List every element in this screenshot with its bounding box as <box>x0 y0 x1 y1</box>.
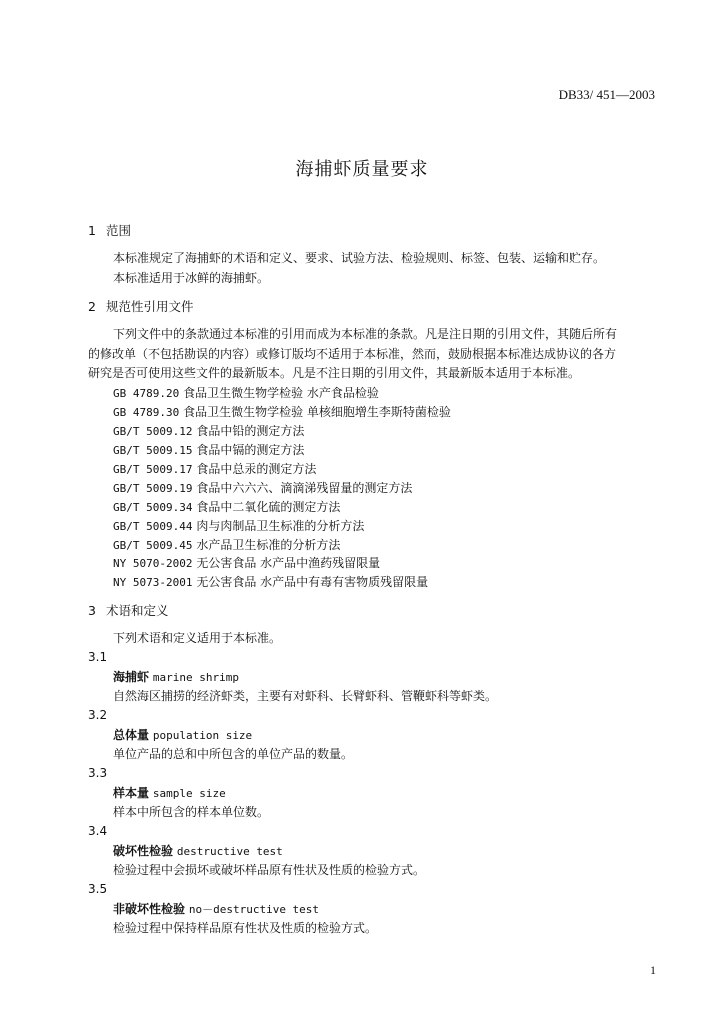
term-heading <box>113 902 319 917</box>
term-definition: 样本中所包含的样本单位数。 <box>113 805 270 819</box>
reference-item <box>113 424 304 439</box>
term-definition: 自然海区捕捞的经济虾类，主要有对虾科、长臂虾科、管鞭虾科等虾类。 <box>113 689 498 703</box>
term-zh: 样本量 <box>113 786 150 800</box>
reference-item <box>113 386 379 401</box>
reference-item <box>113 538 340 553</box>
term-zh: 海捕虾 <box>113 670 150 684</box>
reference-item <box>113 462 316 477</box>
reference-item <box>113 443 304 458</box>
reference-title: 水产品卫生标准的分析方法 <box>196 538 341 552</box>
reference-item <box>113 575 428 590</box>
term-en: population size <box>152 729 253 742</box>
term-number: 3.5 <box>88 882 108 896</box>
term-en: destructive test <box>176 845 283 858</box>
reference-code: GB 4789.20 <box>113 387 180 400</box>
reference-code: GB/T 5009.17 <box>113 463 193 476</box>
term-definition: 检验过程中保持样品原有性状及性质的检验方式。 <box>113 921 378 935</box>
reference-code: NY 5070-2002 <box>113 557 193 570</box>
document-title: 海捕虾质量要求 <box>295 159 429 180</box>
term-en: marine shrimp <box>152 671 239 684</box>
paragraph-line: 的修改单（不包括勘误的内容）或修订版均不适用于本标准，然而，鼓励根据本标准达成协议的各方 <box>88 347 617 361</box>
reference-code: GB 4789.30 <box>113 406 180 419</box>
term-number: 3.1 <box>88 650 108 664</box>
page-number: 1 <box>650 963 656 977</box>
section-title: 术语和定义 <box>106 603 169 618</box>
reference-title: 无公害食品 水产品中有毒有害物质残留限量 <box>196 575 429 589</box>
reference-code: GB/T 5009.15 <box>113 444 193 457</box>
reference-title: 食品卫生微生物学检验 水产食品检验 <box>183 386 379 400</box>
reference-code: GB/T 5009.19 <box>113 482 193 495</box>
reference-title: 食品中总汞的测定方法 <box>196 462 317 476</box>
section-title: 规范性引用文件 <box>106 299 194 314</box>
reference-title: 无公害食品 水产品中渔药残留限量 <box>196 556 381 570</box>
section-number: 2 <box>88 299 96 314</box>
reference-title: 食品卫生微生物学检验 单核细胞增生李斯特菌检验 <box>183 405 451 419</box>
reference-title: 食品中镉的测定方法 <box>196 443 305 457</box>
section-2-heading <box>88 300 194 314</box>
reference-item <box>113 405 451 420</box>
term-zh: 非破坏性检验 <box>113 902 186 916</box>
paragraph-line: 下列文件中的条款通过本标准的引用而成为本标准的条款。凡是注日期的引用文件，其随后所有 <box>113 327 618 341</box>
term-definition: 检验过程中会损坏或破坏样品原有性状及性质的检验方式。 <box>113 863 426 877</box>
term-heading <box>113 670 239 685</box>
section-number: 1 <box>88 223 96 238</box>
term-definition: 单位产品的总和中所包含的单位产品的数量。 <box>113 747 354 761</box>
reference-title: 肉与肉制品卫生标准的分析方法 <box>196 519 365 533</box>
reference-code: GB/T 5009.44 <box>113 520 193 533</box>
reference-code: GB/T 5009.34 <box>113 501 193 514</box>
reference-item <box>113 500 340 515</box>
term-heading <box>113 844 283 859</box>
term-heading <box>113 786 226 801</box>
section-3-heading <box>88 604 169 618</box>
paragraph: 下列术语和定义适用于本标准。 <box>113 631 282 645</box>
reference-title: 食品中铅的测定方法 <box>196 424 305 438</box>
reference-title: 食品中二氧化硫的测定方法 <box>196 500 341 514</box>
reference-item <box>113 556 380 571</box>
paragraph: 本标准规定了海捕虾的术语和定义、要求、试验方法、检验规则、标签、包装、运输和贮存。 <box>113 251 606 265</box>
reference-code: NY 5073-2001 <box>113 576 193 589</box>
reference-item <box>113 481 412 496</box>
term-zh: 破坏性检验 <box>113 844 174 858</box>
standard-code: DB33/ 451—2003 <box>558 87 655 102</box>
reference-title: 食品中六六六、滴滴涕残留量的测定方法 <box>196 481 413 495</box>
section-1-heading <box>88 224 131 238</box>
reference-item <box>113 519 364 534</box>
term-zh: 总体量 <box>113 728 150 742</box>
term-heading <box>113 728 252 743</box>
paragraph: 本标准适用于冰鲜的海捕虾。 <box>113 271 270 285</box>
reference-code: GB/T 5009.12 <box>113 425 193 438</box>
term-en: sample size <box>152 787 226 800</box>
section-number: 3 <box>88 603 96 618</box>
term-en: no－destructive test <box>188 903 320 916</box>
term-number: 3.3 <box>88 766 108 780</box>
reference-code: GB/T 5009.45 <box>113 539 193 552</box>
term-number: 3.2 <box>88 708 108 722</box>
section-title: 范围 <box>106 223 132 238</box>
term-number: 3.4 <box>88 824 108 838</box>
paragraph-line: 研究是否可使用这些文件的最新版本。凡是不注日期的引用文件，其最新版本适用于本标准。 <box>88 366 581 380</box>
